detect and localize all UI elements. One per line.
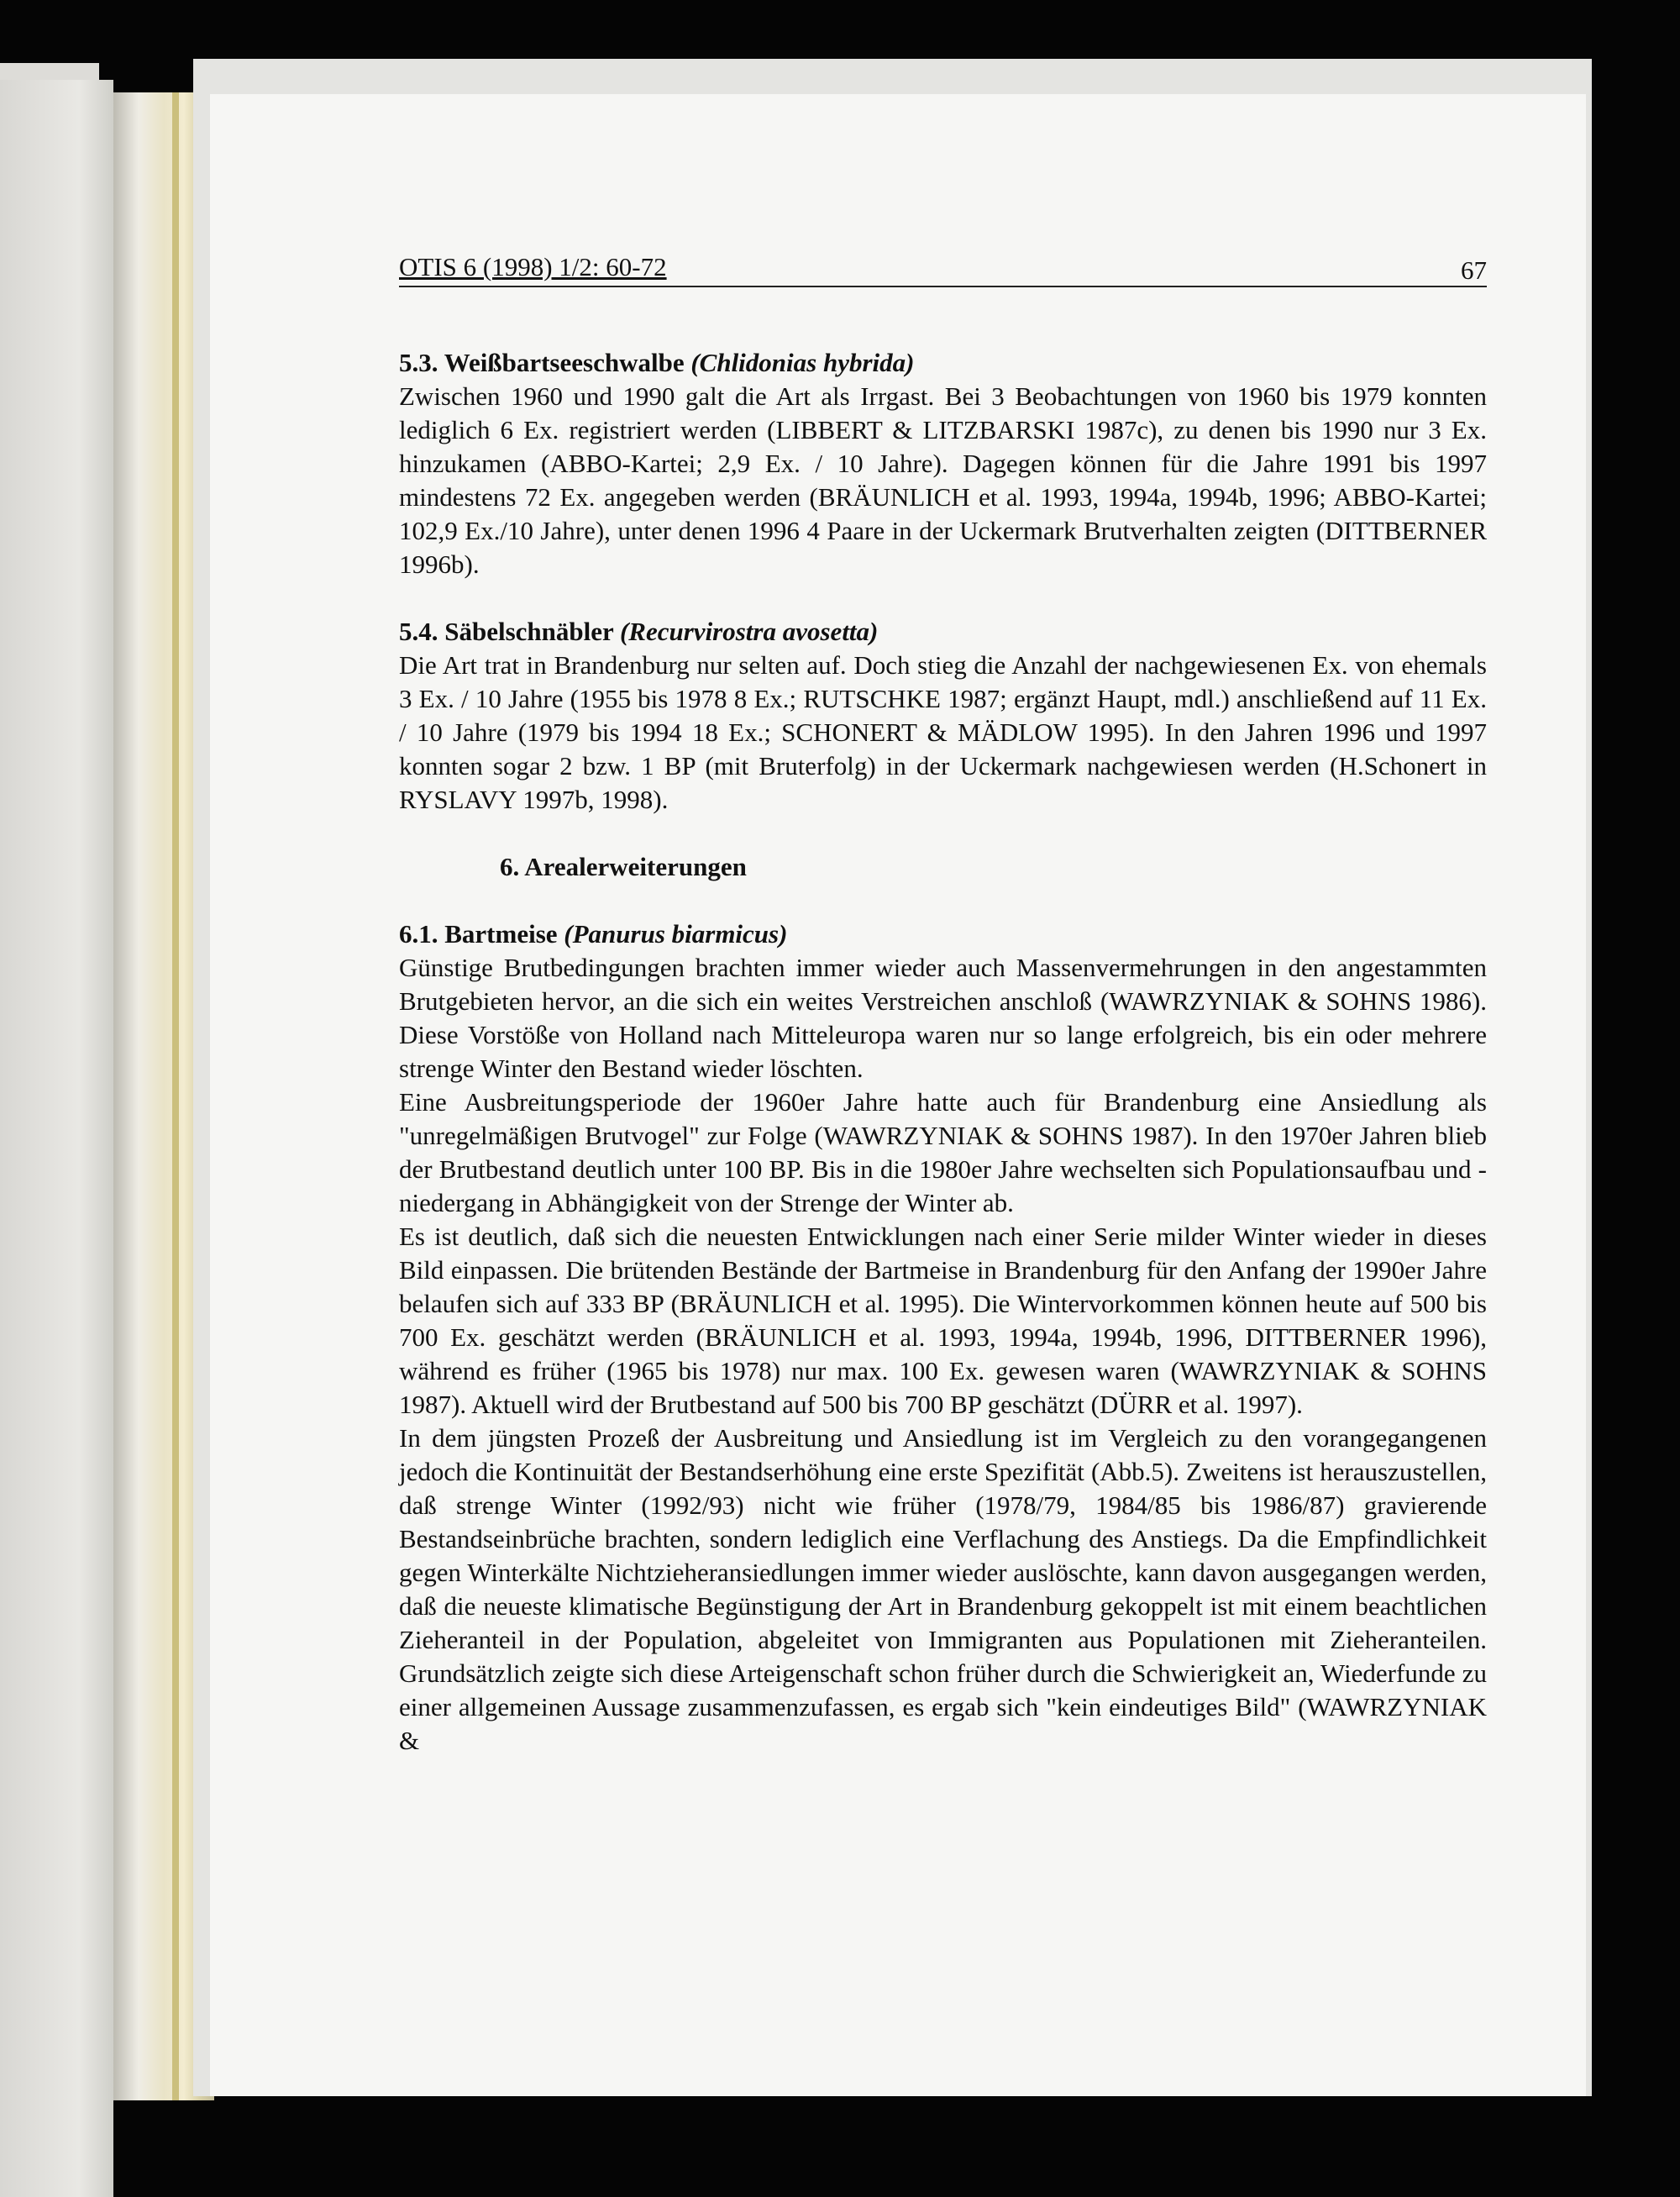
paragraph: Günstige Brutbedingungen brachten immer wieder auch Massenvermehrungen in den angestammten Brutgebieten hervor, an die sich ein weites Verstreichen anschloß (WAWRZYNIAK & SOHNS 1986). Diese Vorstöße von Holland nach Mitteleuropa waren nur so lange erfolgreich, bis ein oder mehrere strenge Winter den Bestand wieder löschten. — [399, 953, 1487, 1083]
journal-citation: OTIS 6 (1998) 1/2: 60-72 — [399, 252, 667, 281]
section-heading-6-1: 6.1. Bartmeise (Panurus biarmicus) — [399, 919, 788, 949]
section-heading-5-3: 5.3. Weißbartseeschwalbe (Chlidonias hybrida) — [399, 348, 915, 377]
paragraph: Es ist deutlich, daß sich die neuesten Entwicklungen nach einer Serie milder Winter wieder in dieses Bild einpassen. Die brütenden Bestände der Bartmeise in Brandenburg für den Anfang der 1990er Jahre belaufen sich auf 333 BP (BRÄUNLICH et al. 1995). Die Wintervorkommen können heute auf 500 bis 700 Ex. geschätzt werden (BRÄUNLICH et al. 1993, 1994a, 1994b, 1996, DITTBERNER 1996), während es früher (1965 bis 1978) nur max. 100 Ex. gewesen waren (WAWRZYNIAK & SOHNS 1987). Aktuell wird der Brutbestand auf 500 bis 700 BP geschätzt (DÜRR et al. 1997). — [399, 1222, 1487, 1419]
paragraph: Die Art trat in Brandenburg nur selten auf. Doch stieg die Anzahl der nachgewiesenen Ex. von ehemals 3 Ex. / 10 Jahre (1955 bis 1978 8 Ex.; RUTSCHKE 1987; ergänzt Haupt, mdl.) anschließend auf 11 Ex. / 10 Jahre (1979 bis 1994 18 Ex.; SCHONERT & MÄDLOW 1995). In den Jahren 1996 und 1997 konnten sogar 2 bzw. 1 BP (mit Bruterfolg) in der Uckermark nachgewiesen werden (H.Schonert in RYSLAVY 1997b, 1998). — [399, 650, 1487, 814]
paragraph: Eine Ausbreitungsperiode der 1960er Jahre hatte auch für Brandenburg eine Ansiedlung als "unregelmäßigen Brutvogel" zur Folge (WAWRZYNIAK & SOHNS 1987). In den 1970er Jahren blieb der Brutbestand deutlich unter 100 BP. Bis in die 1980er Jahre wechselten sich Populationsaufbau und -niedergang in Abhängigkeit von der Strenge der Winter ab. — [399, 1087, 1487, 1217]
section-heading-6: 6. Arealerweiterungen — [500, 852, 747, 881]
section-heading-5-4: 5.4. Säbelschnäbler (Recurvirostra avosetta) — [399, 617, 879, 646]
running-header — [399, 244, 1487, 287]
paragraph: Zwischen 1960 und 1990 galt die Art als Irrgast. Bei 3 Beobachtungen von 1960 bis 1979 konnten lediglich 6 Ex. registriert werden (LIBBERT & LITZBARSKI 1987c), zu denen bis 1990 nur 3 Ex. hinzukamen (ABBO-Kartei; 2,9 Ex. / 10 Jahre). Dagegen können für die Jahre 1991 bis 1997 mindestens 72 Ex. angegeben werden (BRÄUNLICH et al. 1993, 1994a, 1994b, 1996; ABBO-Kartei; 102,9 Ex./10 Jahre), unter denen 1996 4 Paare in der Uckermark Brutverhalten zeigten (DITTBERNER 1996b). — [399, 381, 1487, 579]
paragraph: In dem jüngsten Prozeß der Ausbreitung und Ansiedlung ist im Vergleich zu den vorangegangenen jedoch die Kontinuität der Bestandserhöhung eine erste Spezifität (Abb.5). Zweitens ist herauszustellen, daß strenge Winter (1992/93) nicht wie früher (1978/79, 1984/85 bis 1986/87) gravierende Bestandseinbrüche brachten, sondern lediglich eine Verflachung des Anstiegs. Da die Empfindlichkeit gegen Winterkälte Nichtzieheransiedlungen immer wieder auslöschte, kann davon ausgegangen werden, daß die neueste klimatische Begünstigung der Art in Brandenburg gekoppelt ist mit einem beachtlichen Zieheranteil in der Population, abgeleitet von Immigranten aus Populationen mit Zieheranteilen. Grundsätzlich zeigte sich diese Arteigenschaft schon früher durch die Schwierigkeit an, Wiederfunde zu einer allgemeinen Aussage zusammenzufassen, es ergab sich "kein eindeutiges Bild" (WAWRZYNIAK & — [399, 1423, 1487, 1755]
binding-strip — [172, 92, 179, 2100]
page-content — [399, 244, 1487, 1758]
page-number: 67 — [1461, 255, 1487, 285]
left-facing-page — [0, 80, 113, 2197]
